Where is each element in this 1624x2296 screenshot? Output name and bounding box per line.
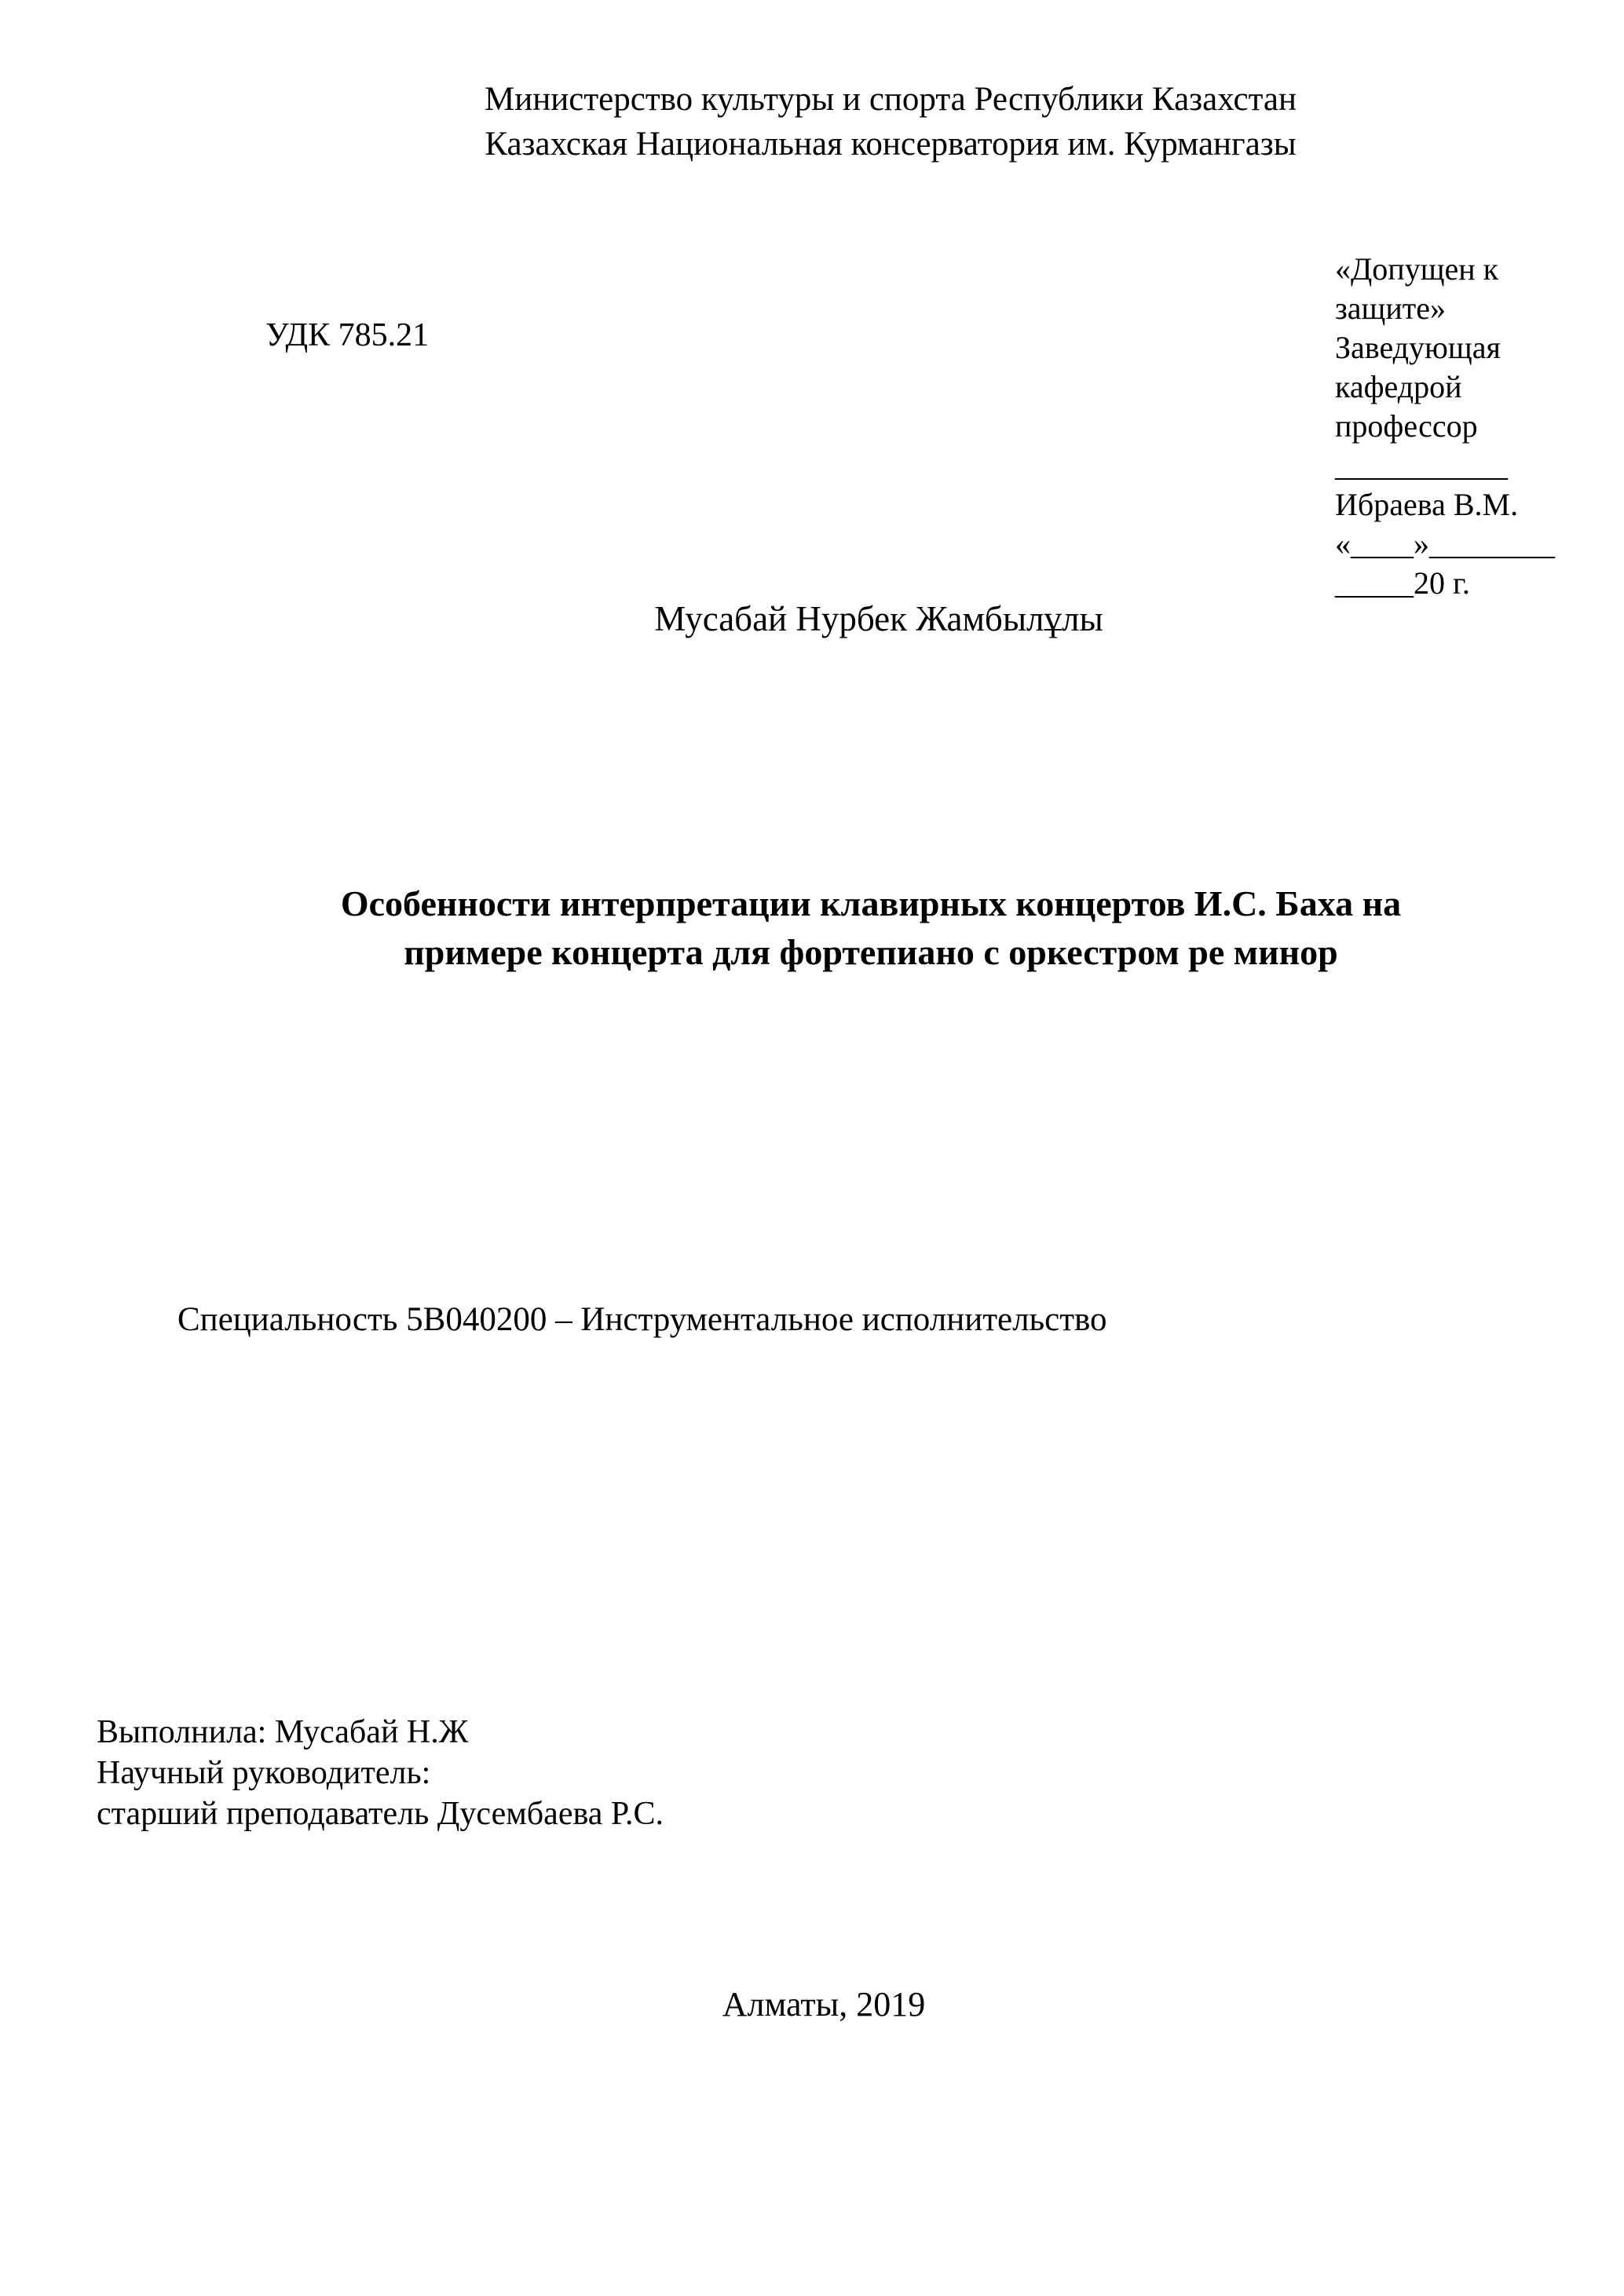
supervisor-label: Научный руководитель: [97, 1755, 431, 1791]
ministry-header [0, 77, 1624, 166]
credits-block [97, 1712, 664, 1834]
supervisor-name: старший преподаватель Дусембаева Р.С. [97, 1796, 664, 1832]
udc-code: УДК 785.21 [265, 317, 430, 353]
performer-line: Выполнила: Мусабай Н.Ж [97, 1714, 469, 1750]
conservatory-line: Казахская Национальная консерватория им. Курмангазы [485, 126, 1297, 163]
work-title-line: Особенности интерпретации клавирных концертов И.С. Баха на [340, 883, 1402, 923]
signature-line: ___________ [1335, 448, 1508, 483]
approval-line: профессор [1335, 408, 1478, 444]
approval-line: кафедрой [1335, 369, 1462, 404]
ministry-line: Министерство культуры и спорта Республики Казахстан [485, 81, 1297, 118]
approval-line: защите» [1335, 291, 1446, 326]
work-title [0, 879, 1624, 977]
year-blank-line: _____20 г. [1335, 565, 1470, 601]
author-name: Мусабай Нурбек Жамбылұлы [654, 599, 1103, 638]
approval-block [1335, 250, 1594, 603]
city-year: Алматы, 2019 [722, 1985, 926, 2024]
date-blank-line: «____»________ [1335, 526, 1555, 561]
work-title-line: примере концерта для фортепиано с оркестром ре минор [404, 932, 1338, 972]
approver-name: Ибраева В.М. [1335, 487, 1519, 522]
speciality-line: Специальность 5В040200 – Инструментальное исполнительство [177, 1301, 1107, 1338]
approval-line: «Допущен к [1335, 251, 1499, 287]
approval-line: Заведующая [1335, 330, 1501, 365]
